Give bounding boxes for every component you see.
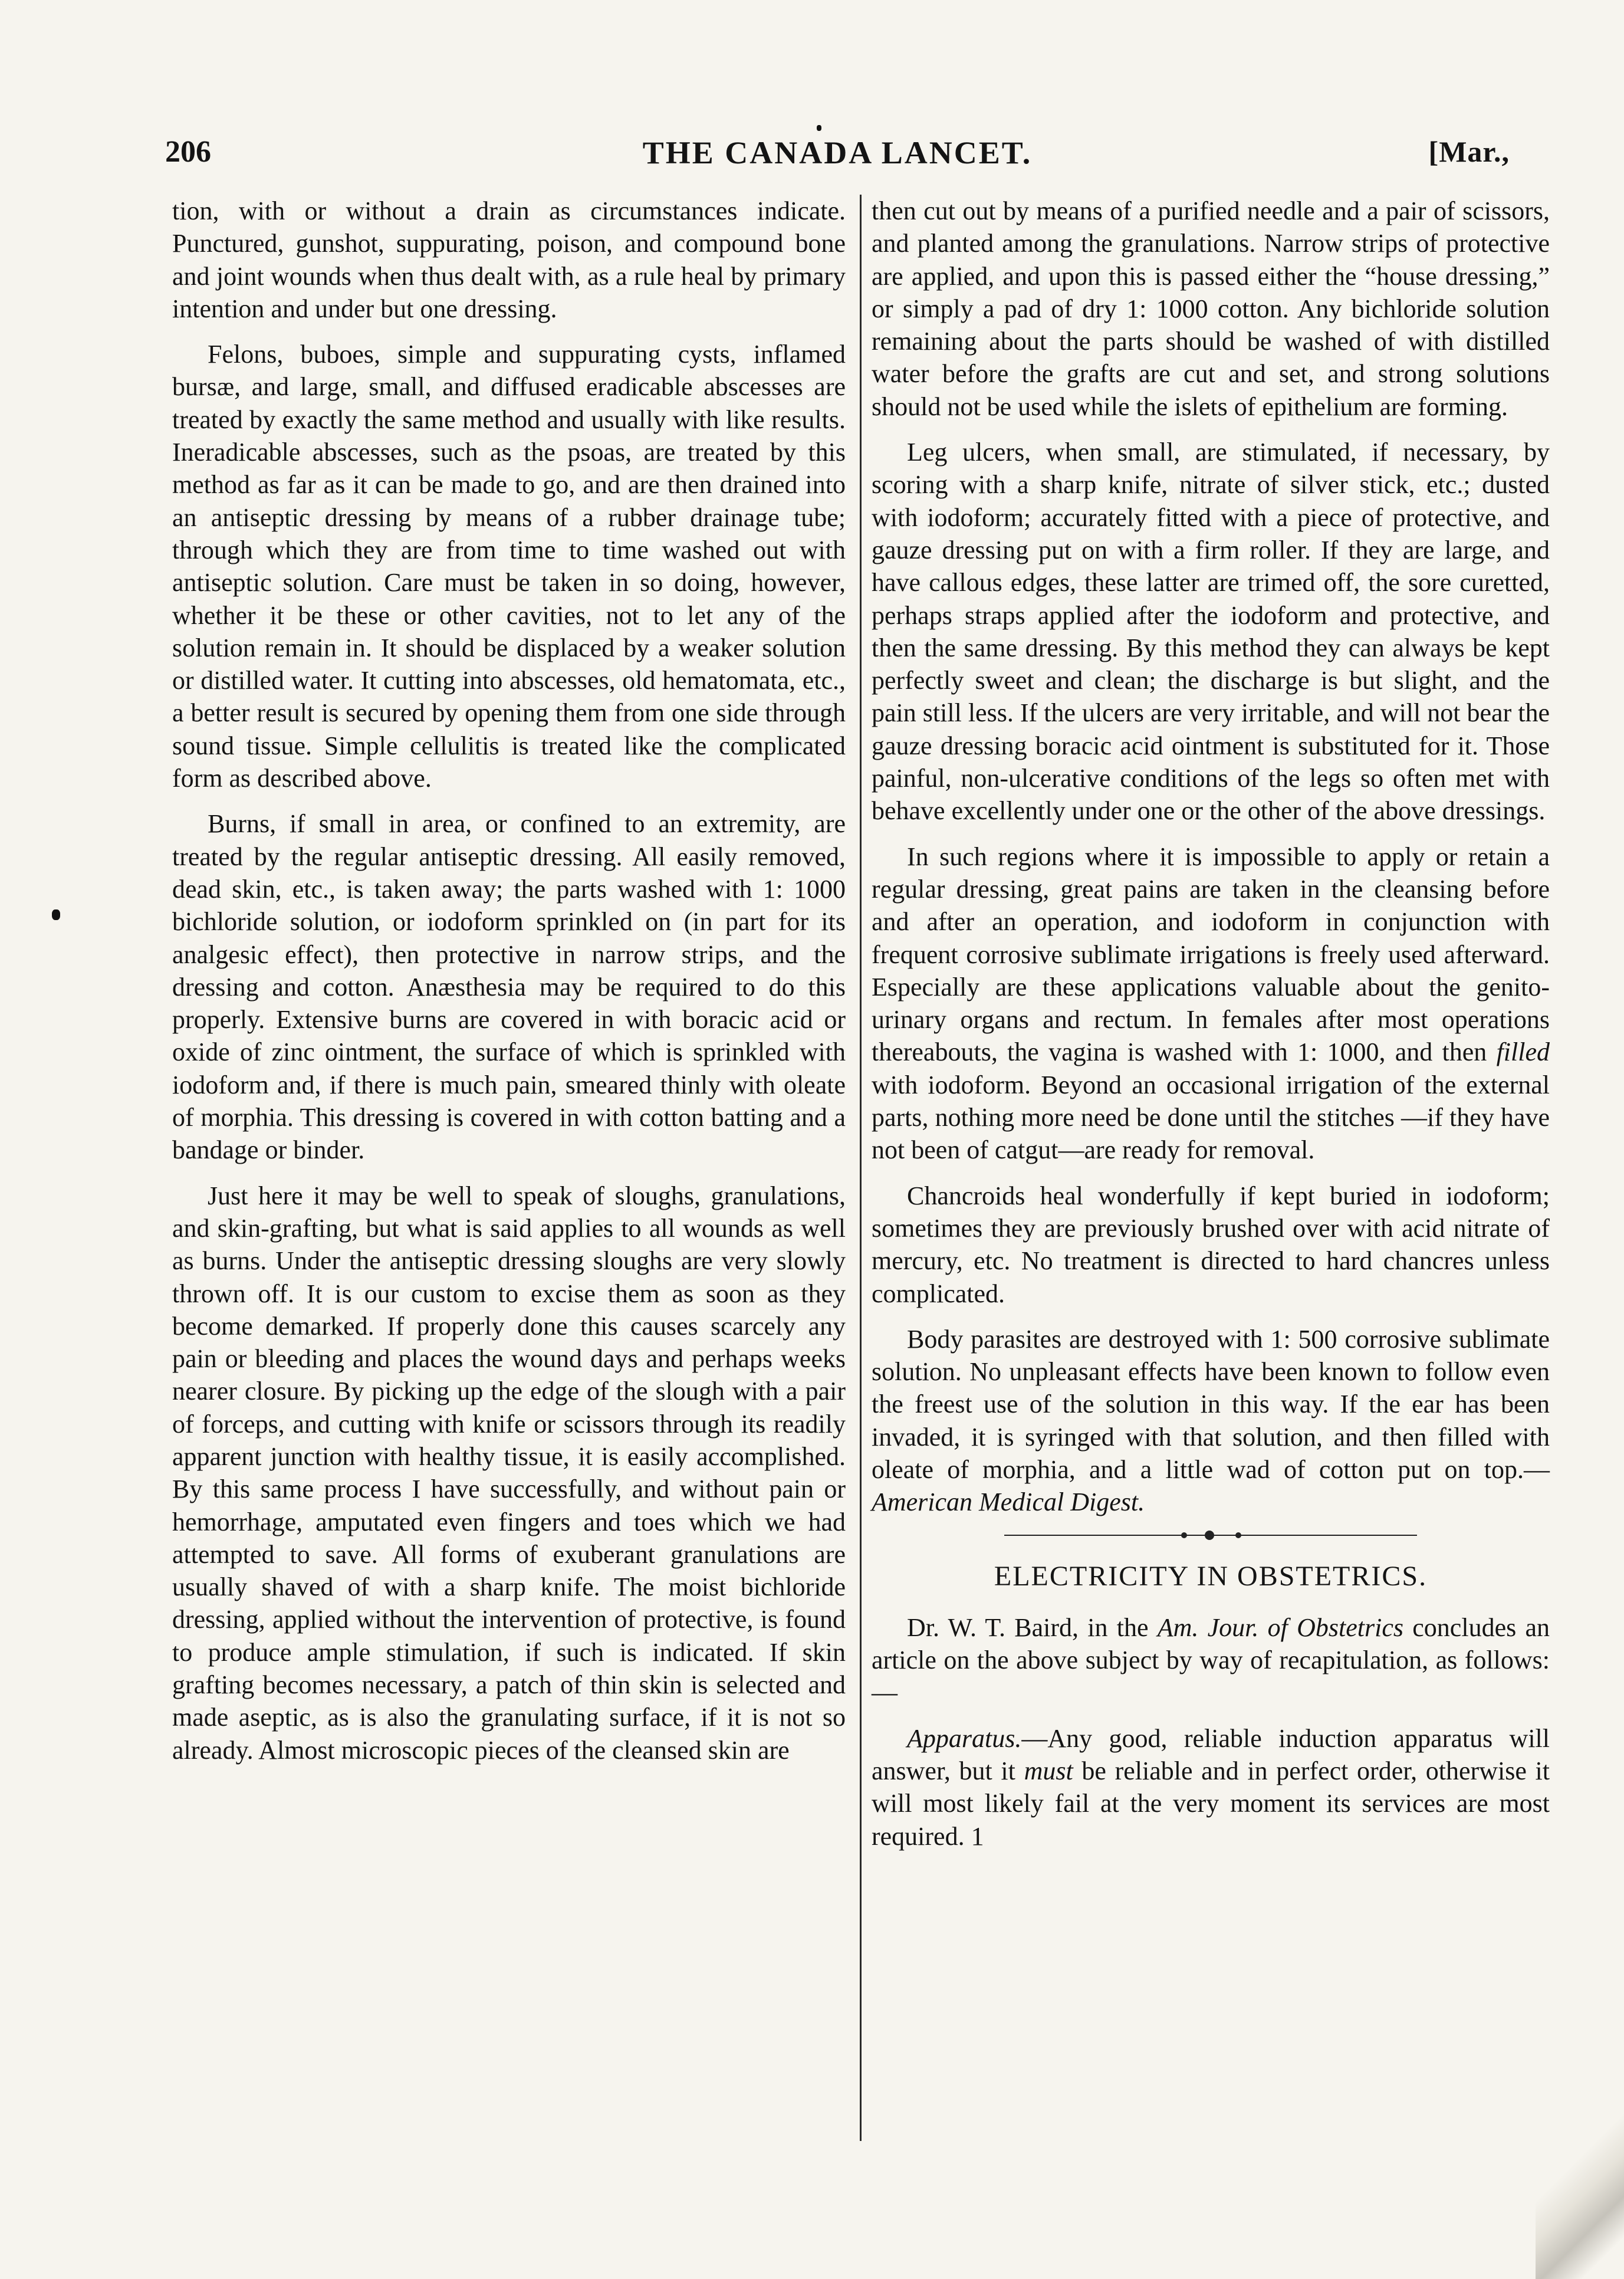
emphasis-must: must <box>1024 1756 1073 1786</box>
subheading-apparatus: Apparatus. <box>907 1723 1022 1753</box>
journal-title: THE CANADA LANCET. <box>642 135 1033 170</box>
paragraph: Felons, buboes, simple and suppurating cysts, inflamed bursæ, and large, small, and diffused eradicable abscesses are treated by exactly the same method and usually with like results. Ineradicable abscesses, such as the psoas, are treated by this method as far as it can be made to go, and are then drained into an antiseptic dressing by means of a rubber drainage tube; through which they are from time to time washed out with antiseptic solution. Care must be taken in so doing, however, whether it be these or other cavities, not to let any of the solution remain in. It should be displaced by a weaker solution or distilled water. It cutting into abscesses, old hematomata, etc., a better result is secured by opening them from one side through sound tissue. Simple cellulitis is treated like the complicated form as described above. <box>172 340 846 793</box>
paragraph <box>872 840 1550 1167</box>
section-heading: ELECTRICITY IN OBSTETRICS. <box>994 1560 1428 1592</box>
paragraph: Just here it may be well to speak of sloughs, granulations, and skin-grafting, but what is said applies to all wounds as well as burns. Under the antiseptic dressing sloughs are very slowly thrown off. It is our custom to excise them as soon as they become demarked. If properly done this causes scarcely any pain or bleeding and places the wound days and perhaps weeks nearer closure. By picking up the edge of the slough with a pair of forceps, and cutting with knife or scissors through its readily apparent junction with healthy tissue, it is easily accomplished. By this same process I have successfully, and without pain or hemorrhage, amputated even fingers and toes which we had attempted to save. All forms of exuberant granulations are usually shaved of with a sharp knife. The moist bichloride dressing, applied without the intervention of protective, is found to produce ample stimulation, if such is indicated. If skin grafting becomes necessary, a patch of thin skin is selected and made aseptic, as is also the granulating surface, if it is not so already. Almost microscopic pieces of the cleansed skin are <box>172 1181 846 1765</box>
journal-reference: Am. Jour. of Obstetrics <box>1157 1613 1404 1642</box>
page-number: 206 <box>165 135 211 169</box>
right-column <box>872 195 1550 1853</box>
ornament-dot <box>1181 1532 1187 1538</box>
ink-speck <box>817 125 821 131</box>
paragraph <box>872 1722 1550 1853</box>
left-column <box>172 195 846 1766</box>
column-rule <box>860 195 862 2141</box>
paragraph <box>872 1323 1550 1519</box>
emphasis-filled: filled <box>1496 1037 1550 1067</box>
paragraph: Chancroids heal wonderfully if kept buried in iodoform; sometimes they are previously brushed over with acid nitrate of mercury, etc. No treatment is directed to hard chancres unless complicated. <box>872 1181 1550 1308</box>
section-ornament <box>1004 1529 1417 1541</box>
paragraph-text: In such regions where it is impossible to apply or retain a regular dressing, great pains are taken in the cleansing before and after an operation, and iodoform in conjunction with frequent corrosive sublimate irrigations is freely used afterward. Especially are these applications valuable about the genito-urinary organs and rectum. In females after most operations thereabouts, the vagina is washed with 1: 1000, and then <box>872 842 1550 1067</box>
paragraph-text: be reliable and in perfect order, otherwise it will most likely fail at the very moment its services are most required. 1 <box>872 1756 1550 1851</box>
running-header <box>165 134 1510 182</box>
paragraph: Burns, if small in area, or confined to an extremity, are treated by the regular antiseptic dressing. All easily removed, dead skin, etc., is taken away; the parts washed with 1: 1000 bichloride solution, or iodoform sprinkled on (in part for its analgesic effect), then protective in narrow strips, and the dressing and cotton. Anæsthesia may be required to do this properly. Extensive burns are covered in with boracic acid or oxide of zinc ointment, the surface of which is sprinkled with iodoform and, if there is much pain, smeared thinly with oleate of morphia. This dressing is covered in with cotton batting and a bandage or binder. <box>172 809 846 1165</box>
paragraph: Leg ulcers, when small, are stimulated, if necessary, by scoring with a sharp knife, nitrate of silver stick, etc.; dusted with iodoform; accurately fitted with a piece of protective, and gauze dressing put on with a firm roller. If they are large, and have callous edges, these latter are trimed off, the sore curetted, perhaps straps applied after the iodoform and protective, and then the same dressing. By this method they can always be kept perfectly sweet and clean; the discharge is but slight, and the pain still less. If the ulcers are very irritable, and will not bear the gauze dressing boracic acid ointment is substituted for it. Those painful, non-ulcerative conditions of the legs so often met with behave excellently under one or the other of the above dressings. <box>872 438 1550 826</box>
paragraph-text: with iodoform. Beyond an occasional irrigation of the external parts, nothing more need be done until the stitches —if they have not been of catgut—are ready for removal. <box>872 1070 1550 1165</box>
paragraph-text: Body parasites are destroyed with 1: 500 corrosive sublimate solution. No unpleasant effects have been known to follow even the freest use of the solution in this way. If the ear has been invaded, it is syringed with that solution, and then filled with oleate of morphia, and a little wad of cotton put on top.— <box>872 1324 1550 1484</box>
page-edge-wear <box>1536 2090 1624 2279</box>
paragraph-text: —Any good, reliable induction apparatus will answer, but it <box>872 1723 1550 1786</box>
ornament-dot <box>1235 1532 1241 1538</box>
paragraph: then cut out by means of a purified needle and a pair of scissors, and planted among the granulations. Narrow strips of protective are applied, and upon this is passed either the “house dressing,” or simply a pad of dry 1: 1000 cotton. Any bichloride solution remaining about the parts should be washed of with distilled water before the grafts are cut and set, and strong solutions should not be used while the islets of epithelium are forming. <box>872 196 1550 421</box>
paragraph <box>872 1611 1550 1709</box>
paragraph-text: concludes an article on the above subject by way of recapitulation, as follows:— <box>872 1613 1550 1707</box>
ink-speck <box>52 909 60 920</box>
issue-month: [Mar., <box>1428 135 1510 168</box>
paragraph: tion, with or without a drain as circumstances indicate. Punctured, gunshot, suppurating, poison, and compound bone and joint wounds when thus dealt with, as a rule heal by primary intention and under but one dressing. <box>172 196 846 323</box>
source-citation: American Medical Digest. <box>872 1487 1145 1517</box>
ornament-dot <box>1205 1531 1214 1540</box>
paragraph-text: Dr. W. T. Baird, in the <box>907 1613 1158 1642</box>
